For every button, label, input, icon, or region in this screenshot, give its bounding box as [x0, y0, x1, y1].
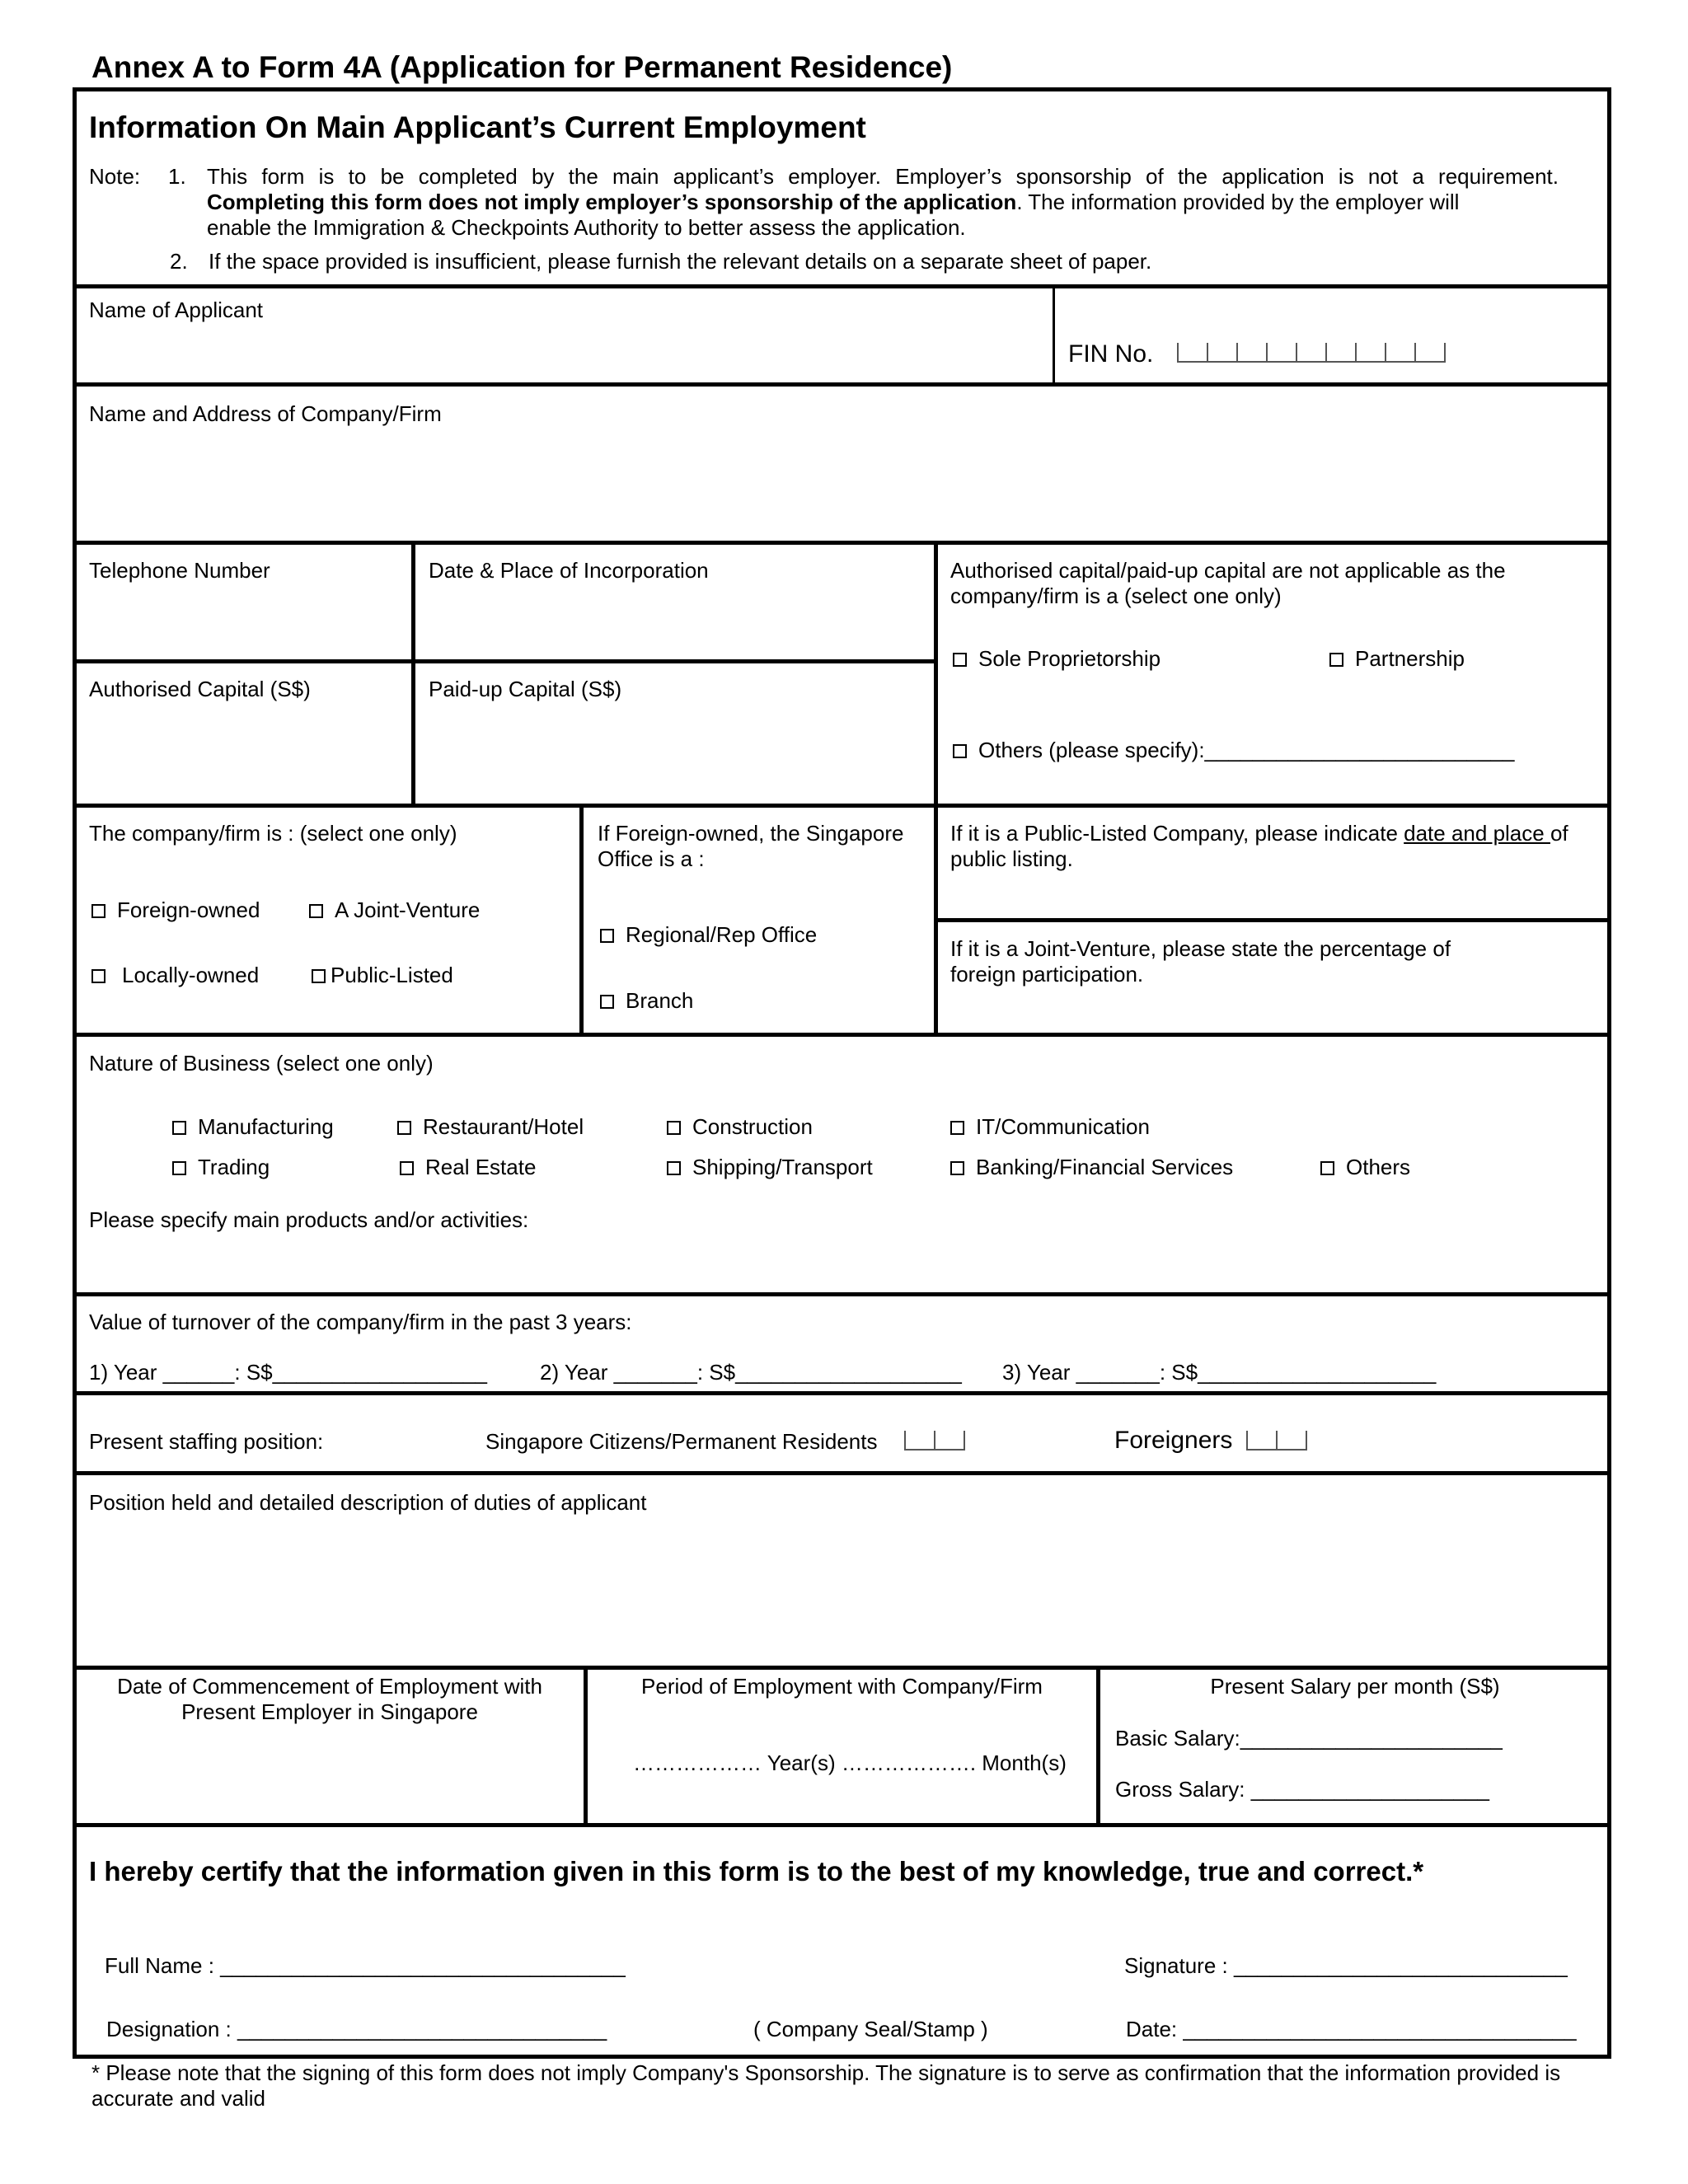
- checkbox-icon[interactable]: [950, 1161, 964, 1175]
- turnover-label: Value of turnover of the company/firm in the past 3 years:: [89, 1310, 632, 1334]
- business-option-shipping[interactable]: [667, 1155, 873, 1180]
- fin-label: FIN No.: [1068, 340, 1154, 368]
- signature-field[interactable]: Signature : ____________________________: [1124, 1953, 1568, 1978]
- checkbox-icon[interactable]: [397, 1121, 411, 1135]
- checkbox-icon[interactable]: [667, 1161, 681, 1175]
- company-name-address-label: Name and Address of Company/Firm: [89, 401, 442, 426]
- commence-label-line-2: Present Employer in Singapore: [181, 1699, 478, 1724]
- staffing-label: Present staffing position:: [89, 1429, 324, 1454]
- divider: [579, 805, 584, 1034]
- business-option-it[interactable]: [950, 1114, 1150, 1140]
- public-listed-question-line-2: public listing.: [950, 846, 1073, 871]
- incorporation-field[interactable]: [422, 585, 929, 655]
- sole-proprietorship-label: Sole Proprietorship: [978, 646, 1161, 671]
- telephone-field[interactable]: [81, 585, 406, 655]
- business-option-label: Shipping/Transport: [692, 1155, 873, 1179]
- regional-office-label: Regional/Rep Office: [626, 922, 818, 947]
- business-label: Nature of Business (select one only): [89, 1051, 434, 1076]
- turnover-year-2[interactable]: 2) Year _______: S$___________________: [540, 1360, 962, 1385]
- fin-input[interactable]: [1177, 343, 1446, 363]
- footnote-line-2: accurate and valid: [91, 2086, 266, 2111]
- checkbox-icon[interactable]: [950, 1121, 964, 1135]
- period-fill[interactable]: ……………… Year(s) ………………. Month(s): [633, 1750, 1067, 1775]
- divider: [74, 541, 1611, 545]
- sole-proprietorship-option[interactable]: [953, 646, 1160, 672]
- business-option-label: Restaurant/Hotel: [423, 1114, 584, 1139]
- checkbox-icon[interactable]: [172, 1121, 186, 1135]
- business-option-label: Real Estate: [425, 1155, 537, 1179]
- designation-field[interactable]: Designation : _______________________________: [106, 2017, 607, 2041]
- jv-question-line-1: If it is a Joint-Venture, please state the percentage of: [950, 936, 1451, 961]
- joint-venture-label: A Joint-Venture: [335, 898, 481, 922]
- checkbox-icon[interactable]: [312, 969, 326, 983]
- divider: [935, 918, 1611, 922]
- business-option-restaurant[interactable]: [397, 1114, 584, 1140]
- partnership-option[interactable]: [1329, 646, 1465, 672]
- note-1-bold: Completing this form does not imply employer’s sponsorship of the application: [207, 190, 1017, 214]
- divider: [74, 1391, 1611, 1395]
- divider: [411, 542, 415, 806]
- business-option-label: Construction: [692, 1114, 813, 1139]
- business-specify-label: Please specify main products and/or activities:: [89, 1207, 529, 1232]
- divider: [74, 1666, 1611, 1670]
- company-type-label: The company/firm is : (select one only): [89, 821, 457, 846]
- locally-owned-option[interactable]: [91, 963, 259, 988]
- checkbox-icon[interactable]: [172, 1161, 186, 1175]
- authorised-capital-field[interactable]: [81, 705, 406, 799]
- period-label: Period of Employment with Company/Firm: [641, 1674, 1043, 1699]
- commence-label-line-1: Date of Commencement of Employment with: [117, 1674, 542, 1699]
- checkbox-icon[interactable]: [953, 653, 967, 667]
- section-title: Information On Main Applicant’s Current Employment: [89, 110, 866, 144]
- regional-office-option[interactable]: [600, 922, 817, 948]
- public-listed-option[interactable]: [312, 963, 453, 988]
- checkbox-icon[interactable]: [91, 904, 106, 918]
- others-specify-label: Others (please specify):__________________________: [978, 738, 1515, 762]
- incorporation-label: Date & Place of Incorporation: [429, 558, 709, 583]
- foreigners-count-input[interactable]: [1246, 1431, 1307, 1451]
- business-option-construction[interactable]: [667, 1114, 813, 1140]
- note-1-line-2-rest: . The information provided by the employer will: [1016, 190, 1460, 214]
- checkbox-icon[interactable]: [1320, 1161, 1334, 1175]
- note-1-number: 1.: [168, 164, 186, 189]
- checkbox-icon[interactable]: [953, 744, 967, 758]
- business-option-manufacturing[interactable]: [172, 1114, 334, 1140]
- applicant-name-label: Name of Applicant: [89, 298, 264, 322]
- notes-label: Note:: [89, 164, 141, 189]
- divider: [74, 1823, 1611, 1827]
- divider: [74, 659, 935, 663]
- divider: [74, 1033, 1611, 1037]
- paidup-capital-field[interactable]: [422, 705, 929, 799]
- business-option-label: IT/Communication: [976, 1114, 1150, 1139]
- business-option-label: Others: [1346, 1155, 1411, 1179]
- checkbox-icon[interactable]: [400, 1161, 414, 1175]
- commence-date-field[interactable]: [81, 1729, 575, 1818]
- note-2-number: 2.: [170, 249, 188, 274]
- business-option-trading[interactable]: [172, 1155, 270, 1180]
- note-1-line-2: [207, 190, 1459, 215]
- certify-statement: I hereby certify that the information given in this form is to the best of my knowledge, true and correct.*: [89, 1856, 1424, 1886]
- foreign-owned-option[interactable]: [91, 898, 260, 923]
- divider: [74, 804, 1611, 808]
- public-listing-field[interactable]: [942, 874, 1597, 915]
- joint-venture-option[interactable]: [309, 898, 480, 923]
- checkbox-icon[interactable]: [309, 904, 323, 918]
- divider: [74, 1292, 1611, 1296]
- business-option-others[interactable]: [1320, 1155, 1410, 1180]
- turnover-year-1[interactable]: 1) Year ______: S$__________________: [89, 1360, 487, 1385]
- capital-na-line-1: Authorised capital/paid-up capital are not applicable as the: [950, 558, 1506, 583]
- foreign-office-line-2: Office is a :: [598, 846, 705, 871]
- full-name-field[interactable]: Full Name : __________________________________: [105, 1953, 626, 1978]
- position-field[interactable]: [81, 1518, 1597, 1660]
- divider: [1053, 286, 1055, 384]
- company-seal-label: ( Company Seal/Stamp ): [753, 2017, 988, 2041]
- public-listed-label: Public-Listed: [331, 963, 453, 987]
- checkbox-icon[interactable]: [600, 929, 614, 943]
- divider: [74, 284, 1611, 288]
- partnership-label: Partnership: [1355, 646, 1465, 671]
- note-1-line-1: This form is to be completed by the main applicant’s employer. Employer’s sponsorship of the application is not a requirement.: [207, 164, 1559, 189]
- jv-percentage-field[interactable]: [942, 989, 1597, 1029]
- capital-na-line-2: company/firm is a (select one only): [950, 583, 1282, 608]
- company-name-address-field[interactable]: [81, 429, 1597, 534]
- divider: [74, 1471, 1611, 1475]
- applicant-name-field[interactable]: [81, 323, 1045, 377]
- business-specify-field[interactable]: [81, 1236, 1597, 1287]
- turnover-year-3[interactable]: 3) Year _______: S$____________________: [1002, 1360, 1437, 1385]
- citizens-count-input[interactable]: [904, 1431, 965, 1451]
- branch-option[interactable]: [600, 988, 693, 1014]
- business-option-label: Banking/Financial Services: [976, 1155, 1234, 1179]
- public-listed-question: If it is a Public-Listed Company, please indicate date and place of: [950, 821, 1568, 846]
- others-specify-option[interactable]: [953, 738, 1515, 763]
- foreigners-label: Foreigners: [1114, 1427, 1233, 1454]
- note-2-text: If the space provided is insufficient, please furnish the relevant details on a separate sheet of paper.: [209, 249, 1152, 274]
- footnote-line-1: * Please note that the signing of this form does not imply Company's Sponsorship. The signature is to serve as confirmation that the information provided is: [91, 2060, 1561, 2085]
- note-1-line-3: enable the Immigration & Checkpoints Authority to better assess the application.: [207, 215, 966, 240]
- page-title: Annex A to Form 4A (Application for Permanent Residence): [91, 50, 953, 84]
- checkbox-icon[interactable]: [600, 995, 614, 1009]
- gross-salary-field[interactable]: Gross Salary: ____________________: [1115, 1777, 1489, 1802]
- business-option-label: Trading: [198, 1155, 270, 1179]
- date-field[interactable]: Date: _________________________________: [1126, 2017, 1577, 2041]
- checkbox-icon[interactable]: [1329, 653, 1343, 667]
- business-option-banking[interactable]: [950, 1155, 1233, 1180]
- position-label: Position held and detailed description of duties of applicant: [89, 1490, 647, 1515]
- locally-owned-label: Locally-owned: [122, 963, 260, 987]
- foreign-owned-label: Foreign-owned: [117, 898, 260, 922]
- divider: [74, 382, 1611, 387]
- divider: [934, 542, 938, 1034]
- authorised-capital-label: Authorised Capital (S$): [89, 677, 311, 701]
- jv-question-line-2: foreign participation.: [950, 962, 1144, 987]
- telephone-label: Telephone Number: [89, 558, 270, 583]
- checkbox-icon[interactable]: [91, 969, 106, 983]
- foreign-office-line-1: If Foreign-owned, the Singapore: [598, 821, 904, 846]
- business-option-label: Manufacturing: [198, 1114, 334, 1139]
- citizens-label: Singapore Citizens/Permanent Residents: [485, 1429, 878, 1454]
- salary-label: Present Salary per month (S$): [1210, 1674, 1500, 1699]
- branch-label: Branch: [626, 988, 694, 1013]
- paidup-capital-label: Paid-up Capital (S$): [429, 677, 622, 701]
- business-option-real-estate[interactable]: [400, 1155, 536, 1180]
- basic-salary-field[interactable]: Basic Salary:______________________: [1115, 1726, 1503, 1750]
- checkbox-icon[interactable]: [667, 1121, 681, 1135]
